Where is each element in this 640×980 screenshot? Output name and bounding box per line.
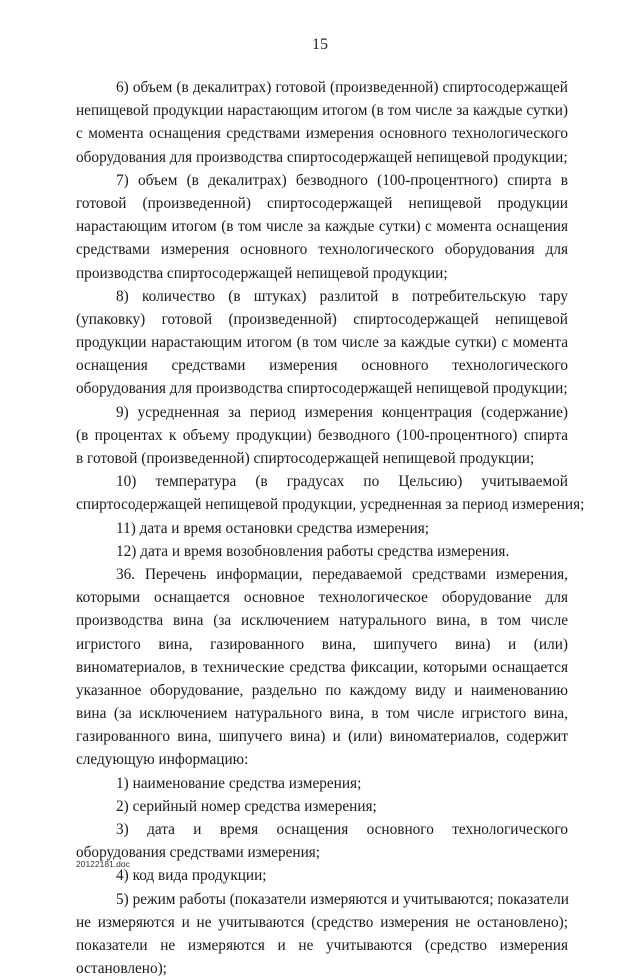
text-line: следующую информацию: <box>76 751 249 769</box>
text-line: 7) объем (в декалитрах) безводного (100-процентного) спирта в <box>116 171 568 189</box>
text-line: 12) дата и время возобновления работы средства измерения. <box>116 542 510 560</box>
text-line: спиртосодержащей непищевой продукции, усредненная за период измерения; <box>76 496 585 514</box>
text-line: производства спиртосодержащей непищевой продукции; <box>76 264 448 282</box>
text-line: оснащения средствами измерения основного технологического <box>76 357 568 375</box>
text-line: (упаковку) готовой (произведенной) спиртосодержащей непищевой <box>76 310 568 328</box>
text-line: игристого вина, газированного вина, шипучего вина) и (или) <box>76 635 568 653</box>
text-line: газированного вина, шипучего вина) и (или) виноматериалов, содержит <box>76 728 568 746</box>
text-line: 8) количество (в штуках) разлитой в потребительскую тару <box>116 287 568 305</box>
text-line: средствами измерения основного технологического оборудования для <box>76 241 568 259</box>
text-line: 9) усредненная за период измерения концентрация (содержание) <box>116 403 568 421</box>
text-line: в готовой (произведенной) спиртосодержащей непищевой продукции; <box>76 450 535 467</box>
text-line: вина (за исключением натурального вина, в том числе игристого вина, <box>76 705 568 723</box>
text-line: виноматериалов, в технические средства фиксации, которыми оснащается <box>76 658 568 676</box>
page-number: 15 <box>312 36 328 53</box>
text-line: 11) дата и время остановки средства измерения; <box>116 519 429 537</box>
text-line: непищевой продукции нарастающим итогом (в том числе за каждые сутки) <box>76 102 568 120</box>
text-line: 5) режим работы (показатели измеряются и учитываются; показатели <box>116 890 569 908</box>
text-line: с момента оснащения средствами измерения основного технологического <box>76 125 568 143</box>
text-line: 3) дата и время оснащения основного технологического <box>116 821 568 838</box>
text-line: не измеряются и не учитываются (средство измерения не остановлено); <box>76 913 568 931</box>
text-line: 4) код вида продукции; <box>116 867 267 885</box>
text-line: нарастающим итогом (в том числе за каждые сутки) с момента оснащения <box>76 218 568 236</box>
footer-filename: 20122181.doc <box>76 859 130 869</box>
text-line: 6) объем (в декалитрах) готовой (произведенной) спиртосодержащей <box>116 79 568 96</box>
text-line: оборудования для производства спиртосодержащей непищевой продукции; <box>76 380 568 398</box>
text-line: продукции нарастающим итогом (в том числе за каждые сутки) с момента <box>76 334 568 352</box>
text-line: оборудования для производства спиртосодержащей непищевой продукции; <box>76 148 568 166</box>
text-line: указанное оборудование, раздельно по каждому виду и наименованию <box>76 681 568 699</box>
text-line: производства вина (за исключением натурального вина, в том числе <box>76 612 568 630</box>
text-line: показатели не измеряются и не учитываются (средство измерения <box>76 936 568 954</box>
text-line: (в процентах к объему продукции) безводного (100-процентного) спирта <box>76 426 568 444</box>
body-text <box>76 76 585 980</box>
text-line: 36. Перечень информации, передаваемой средствами измерения, <box>116 565 568 583</box>
text-line: остановлено); <box>76 960 167 978</box>
text-line: которыми оснащается основное технологическое оборудование для <box>76 589 568 607</box>
text-line: готовой (произведенной) спиртосодержащей непищевой продукции <box>76 194 568 212</box>
text-line: 1) наименование средства измерения; <box>116 774 362 792</box>
text-line: 10) температура (в градусах по Цельсию) учитываемой <box>116 473 568 491</box>
text-line: оборудования средствами измерения; <box>76 844 321 862</box>
text-line: 2) серийный номер средства измерения; <box>116 797 377 815</box>
